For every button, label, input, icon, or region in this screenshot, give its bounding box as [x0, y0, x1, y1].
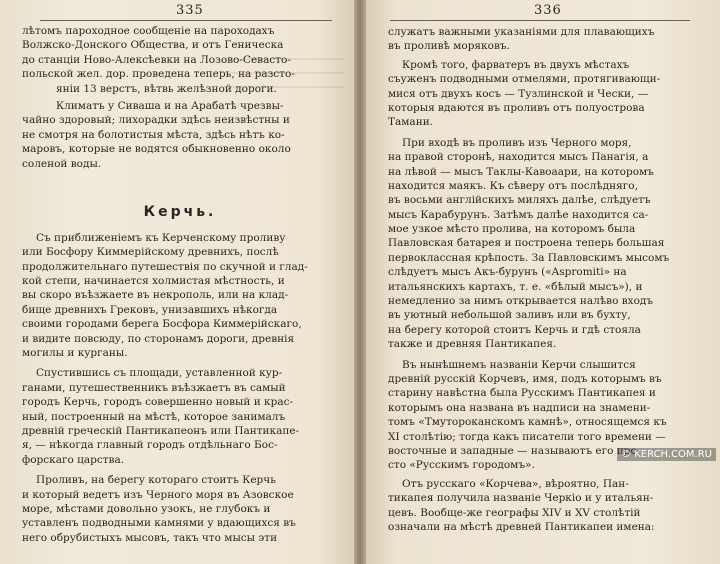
paragraph	[22, 99, 332, 171]
text-line: и который ведетъ изъ Черного моря въ Азовское	[22, 488, 294, 501]
text-line: въ проливѣ моряковъ.	[388, 40, 510, 53]
text-line: ганами, путешественникъ въѣзжаетъ въ самый	[22, 381, 286, 394]
text-line: ный, построенный на мѣстѣ, которое занималъ	[22, 410, 286, 423]
text-line: сто «Русскимъ городомъ».	[388, 459, 535, 472]
text-line: также и древняя Пантикапея.	[388, 338, 557, 351]
text-line: первоклассная крѣпость. За Павловскимъ мысомъ	[388, 251, 670, 264]
text-line: или Босфору Киммерійскому древнихъ, послѣ	[22, 246, 279, 259]
text-line: Въ нынѣшнемъ названіи Керчи слышится	[402, 358, 636, 371]
text-line: бище древнихъ Грековъ, унизавшихъ нѣкогда	[22, 303, 278, 316]
text-line: немедленно за нимъ открывается налѣво входъ	[388, 295, 654, 308]
text-line: Съ приближеніемъ къ Керченскому проливу	[36, 231, 286, 244]
text-line: восточные и западные — называютъ его про-	[388, 444, 641, 457]
book-gutter	[354, 0, 366, 564]
text-line: древній греческій Пантикапеонъ или Пантикапе-	[22, 424, 300, 437]
paragraph	[388, 58, 692, 130]
text-line: Отъ русскаго «Корчева», вѣроятно, Пан-	[402, 477, 629, 490]
text-line: Волжско-Донского Общества, и отъ Геническа	[22, 39, 284, 52]
text-line: въ восьми англійскихъ миляхъ далѣе, слѣдуетъ	[388, 194, 651, 207]
right-page-number: 336	[534, 3, 562, 18]
left-header-rule	[40, 20, 332, 21]
left-page-number: 335	[176, 3, 204, 18]
text-line: форскаго царства.	[22, 453, 125, 466]
paragraph	[22, 473, 332, 545]
text-line: которыя вдаются въ проливъ отъ полуострова	[388, 101, 645, 114]
text-line: городъ Керчь, городъ совершенно новый и крас-	[22, 396, 294, 409]
text-line: не смотря на болотистыя мѣста, здѣсь нѣтъ ко-	[22, 128, 285, 141]
text-line: Проливъ, на берегу котораго стоитъ Керчь	[36, 474, 276, 487]
text-line: лѣтомъ пароходное сообщеніе на пароходахъ	[22, 25, 275, 37]
text-line: продолжительнаго путешествія по скучной и глад-	[22, 260, 308, 273]
text-line: чайно здоровый; лихорадки здѣсь неизвѣстны и	[22, 114, 290, 127]
text-line: кой степи, начинается холмистая мѣстность, и	[22, 275, 285, 288]
text-line: на правой сторонѣ, находится мысъ Панагія, а	[388, 151, 649, 164]
text-line: мое узкое мѣсто пролива, на которомъ была	[388, 223, 636, 236]
text-line: слѣдуетъ мысъ Акъ-бурунъ («Aspromiti» на	[388, 266, 627, 279]
paragraph	[22, 24, 332, 96]
text-line: которымъ она названа въ надписи на знамени-	[388, 401, 651, 414]
text-line: съуженъ подводными отмелями, протягивающи-	[388, 73, 661, 86]
text-line: мися отъ двухъ косъ — Тузлинской и Чески, —	[388, 87, 649, 100]
text-line: маровъ, которые не водятся обыкновенно около	[22, 143, 291, 156]
text-line: находится маякъ. Къ сѣверу отъ послѣдняго,	[388, 179, 638, 192]
text-line: въ уютный небольшой заливъ или въ бухту,	[388, 309, 631, 322]
text-line: старину навѣстна была Русскимъ Пантикапея и	[388, 387, 656, 400]
text-line: XI столѣтію; тогда какъ писатели того времени —	[388, 430, 666, 443]
text-line: море, мѣстами довольно узокъ, не глубокъ и	[22, 502, 271, 515]
text-line: томъ «Тмутороканскомъ камнѣ», относящемся къ	[388, 416, 667, 429]
text-line: до станціи Ново-Алексѣевки на Лозово-Севасто-	[22, 53, 291, 66]
text-line: итальянскихъ картахъ, т. е. «бѣлый мысъ»), и	[388, 280, 643, 293]
text-line: на лѣвой — мысъ Таклы-Кавоаари, на которомъ	[388, 165, 654, 178]
text-line: мысъ Карабурунъ. Затѣмъ далѣе находится са-	[388, 208, 649, 221]
text-line: своими городами берега Босфора Киммерійскаго,	[22, 318, 302, 331]
text-line: При входѣ въ проливъ изъ Черного моря,	[402, 136, 632, 149]
text-line: служатъ важными указаніями для плавающихъ	[388, 26, 655, 38]
watermark: © KERCH.COM.RU	[617, 448, 716, 461]
text-line: на берегу которой стоитъ Керчь и гдѣ стояла	[388, 323, 641, 336]
right-page	[360, 0, 720, 564]
text-line: яніи 13 верстъ, вѣтвь желѣзной дороги.	[56, 82, 277, 95]
paragraph	[388, 25, 692, 54]
text-line: польской жел. дор. проведена теперь, на разсто-	[22, 68, 295, 81]
right-header-rule	[390, 20, 690, 21]
paragraph	[22, 366, 332, 467]
text-line: него обрубистыхъ мысовъ, такъ что мысы эти	[22, 531, 278, 544]
text-line: означали на мѣстѣ древней Пантикапеи имена:	[388, 520, 655, 533]
text-line: Кромѣ того, фарватеръ въ двухъ мѣстахъ	[402, 58, 630, 71]
text-line: тикапея получила названіе Черкіо и у итальян-	[388, 492, 654, 505]
paragraph	[388, 477, 692, 535]
section-heading: Керчь.	[143, 204, 217, 220]
text-line: Павловская батарея и построена теперь большая	[388, 237, 665, 250]
text-line: я, — нѣкогда главный городъ отдѣльнаго Бос-	[22, 439, 278, 452]
text-line: вы скоро въѣзжаете въ некрополь, или на клад-	[22, 289, 289, 302]
text-line: Спустившись съ площади, уставленной кур-	[36, 367, 283, 380]
text-line: могилы и курганы.	[22, 347, 128, 360]
text-line: соленой воды.	[22, 157, 102, 170]
paragraph	[22, 231, 332, 361]
paragraph	[388, 136, 692, 352]
text-line: Тамани.	[388, 116, 434, 129]
text-line: Климатъ у Сиваша и на Арабатѣ чрезвы-	[56, 99, 284, 112]
text-line: уставленъ подводными камнями у вдающихся въ	[22, 517, 296, 530]
text-line: древній русскій Корчевъ, имя, подъ которымъ въ	[388, 372, 662, 385]
left-text-column	[22, 24, 332, 545]
text-line: цевъ. Вообще-же географы XIV и XV столѣтій	[388, 506, 641, 519]
text-line: и видите повсюду, по сторонамъ дороги, древнія	[22, 332, 295, 345]
